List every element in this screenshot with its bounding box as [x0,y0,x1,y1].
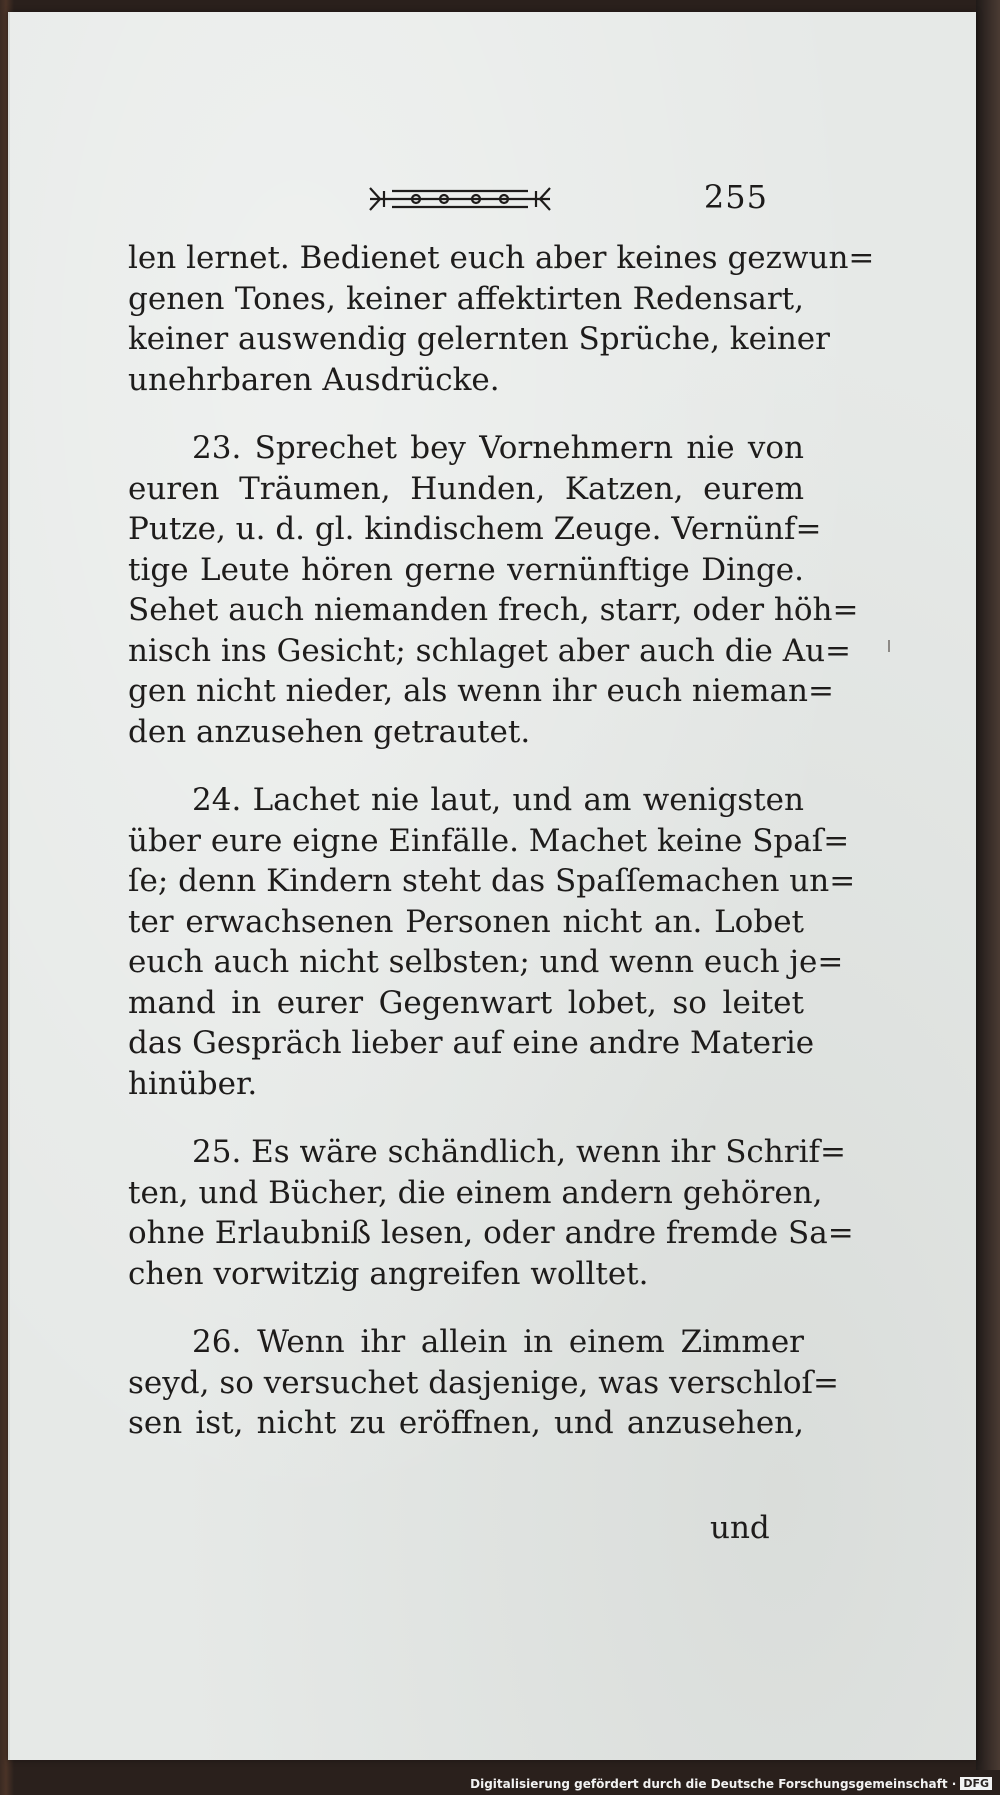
text-line: chen vorwitzig angreifen wolltet. [128,1255,649,1292]
text-line: 25. Es wäre schändlich, wenn ihr Schrif= [192,1134,846,1170]
text-line: euren Träumen, Hunden, Katzen, eurem [128,470,804,507]
text-line: euch auch nicht selbsten; und wenn euch je= [128,944,844,980]
text-line: genen Tones, keiner affektirten Redensart, [128,280,804,317]
text-line: gen nicht nieder, als wenn ihr euch nieman= [128,673,834,709]
text-line: 24. Lachet nie laut, und am wenigsten [192,782,804,818]
text-line: den anzusehen getrautet. [128,713,531,750]
paragraph-24 [128,780,856,1104]
credit-text: Digitalisierung gefördert durch die Deutsche Forschungsgemeinschaft · [470,1777,957,1791]
paragraph-26 [128,1322,839,1444]
text-line: seyd, so versuchet dasjenige, was verschloſ= [128,1364,839,1401]
text-line: len lernet. Bedienet euch aber keines gezwun= [128,240,875,276]
text-line: nisch ins Gesicht; schlaget aber auch die Au= [128,632,852,669]
text-line: 23. Sprechet bey Vornehmern nie von [192,430,804,466]
dfg-logo-icon: DFG [960,1777,992,1790]
text-line: das Gespräch lieber auf eine andre Materie [128,1025,815,1061]
digitization-credit [470,1777,992,1791]
ornament-icon [366,182,554,216]
body-text [128,238,875,1472]
text-line: 26. Wenn ihr allein in einem Zimmer [192,1324,804,1360]
catchword: und [710,1510,770,1546]
paragraph-23 [128,428,859,752]
paragraph-25 [128,1132,854,1294]
text-line: über eure eigne Einfälle. Machet keine Spaſ= [128,822,850,859]
page-header [128,178,768,222]
text-line: ten, und Bücher, die einem andern gehören, [128,1174,823,1211]
text-line: Sehet auch niemanden frech, starr, oder höh= [128,592,859,628]
text-line: ohne Erlaubniß lesen, oder andre fremde Sa= [128,1215,854,1251]
text-line: unehrbaren Ausdrücke. [128,361,500,398]
text-line: keiner auswendig gelernten Sprüche, keiner [128,321,830,357]
text-line: ter erwachsenen Personen nicht an. Lobet [128,903,804,940]
book-edge [976,0,1000,1770]
paragraph-22-continuation [128,238,875,400]
text-line: sen ist, nicht zu eröffnen, und anzusehen, [128,1405,804,1441]
paper-speck [888,640,890,652]
text-line: Putze, u. d. gl. kindischem Zeuge. Vernünf= [128,511,822,547]
text-line: ſe; denn Kindern steht das Spaſſemachen un= [128,863,856,899]
text-line: tige Leute hören gerne vernünftige Dinge. [128,551,804,588]
text-line: hinüber. [128,1065,258,1102]
text-line: mand in eurer Gegenwart lobet, so leitet [128,984,804,1021]
page-number: 255 [703,178,768,216]
